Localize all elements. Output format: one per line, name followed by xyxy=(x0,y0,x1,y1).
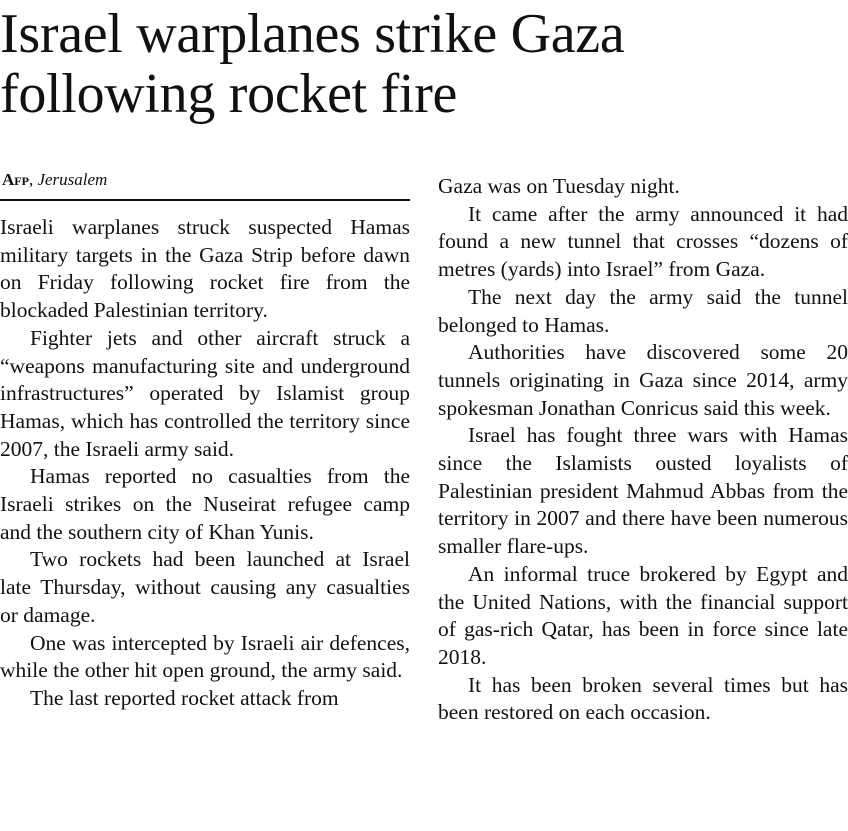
paragraph: The last reported rocket attack from xyxy=(30,685,339,710)
paragraph: The next day the army said the tunnel belonged to Hamas. xyxy=(438,284,848,337)
byline xyxy=(2,170,107,190)
byline-divider xyxy=(0,199,410,201)
paragraph: An informal truce brokered by Egypt and the United Nations, with the financial support of gas-rich Qatar, has been in force since late 2018. xyxy=(438,561,848,669)
article-column-right xyxy=(438,173,848,727)
paragraph: Israeli warplanes struck suspected Hamas military targets in the Gaza Strip before dawn on Friday following rocket fire from the blockaded Palestinian territory. xyxy=(0,215,410,323)
headline: Israel warplanes strike Gaza following rocket fire xyxy=(0,3,625,125)
byline-separator: , xyxy=(28,170,38,189)
paragraph: Israel has fought three wars with Hamas since the Islamists ousted loyalists of Palestinian president Mahmud Abbas from the territory in 2007 and there have been numerous smaller flare-ups. xyxy=(438,423,848,559)
paragraph: Fighter jets and other aircraft struck a “weapons manufacturing site and underground infrastructures” operated by Islamist group Hamas, which has controlled the territory since 2007, the Israeli army said. xyxy=(0,325,410,461)
byline-location: Jerusalem xyxy=(37,170,108,189)
paragraph: One was intercepted by Israeli air defences, while the other hit open ground, the army said. xyxy=(0,630,410,683)
paragraph: Authorities have discovered some 20 tunnels originating in Gaza since 2014, army spokesman Jonathan Conricus said this week. xyxy=(438,340,848,420)
paragraph: Two rockets had been launched at Israel late Thursday, without causing any casualties or damage. xyxy=(0,547,410,627)
paragraph: It came after the army announced it had found a new tunnel that crosses “dozens of metres (yards) into Israel” from Gaza. xyxy=(438,201,848,282)
paragraph: It has been broken several times but has been restored on each occasion. xyxy=(438,672,848,725)
paragraph-continued: Gaza was on Tuesday night. xyxy=(438,174,680,198)
byline-agency: Afp xyxy=(2,170,29,189)
paragraph: Hamas reported no casualties from the Israeli strikes on the Nuseirat refugee camp and the southern city of Khan Yunis. xyxy=(0,464,410,544)
article-column-left xyxy=(0,214,410,713)
